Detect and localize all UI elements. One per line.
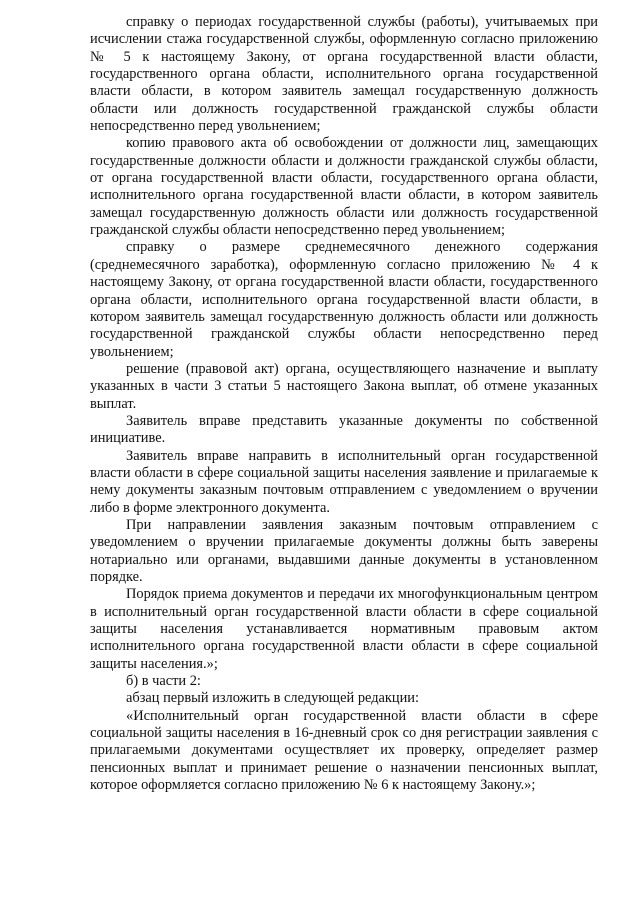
paragraph-notarization: При направлении заявления заказным почтовым отправлением с уведомлением о вручении прилагаемые документы должны быть заверены нотариально или органами, выдавшими данные документы в установленном порядке. [90, 516, 598, 585]
paragraph-subsection-b: б) в части 2: [126, 673, 201, 690]
paragraph-own-initiative: Заявитель вправе представить указанные документы по собственной инициативе. [90, 412, 598, 447]
paragraph-new-wording-quote: «Исполнительный орган государственной власти области в сфере социальной защиты населения в 16-дневный срок со дня регистрации заявления с прилагаемыми документами осуществляет их проверку, определяет размер пенсионных выплат и принимает решение о назначении пенсионных выплат, которое оформляется согласно приложению № 6 к настоящему Закону.»; [90, 707, 598, 794]
paragraph-certificate-service-periods: справку о периодах государственной службы (работы), учитываемых при исчислении стажа государственной службы, оформленную согласно приложению № 5 к настоящему Закону, от органа государственной власти области, государственного органа области, исполнительного органа государственной власти области, в котором заявитель замещал государственную должность области или должность государственной гражданской службы области непосредственно перед увольнением; [90, 14, 598, 135]
document-page [90, 14, 598, 794]
paragraph-mfc-procedure: Порядок приема документов и передачи их многофункциональным центром в исполнительный орган государственной власти области в сфере социальной защиты населения устанавливается нормативным правовым актом исполнительного органа государственной власти области в сфере социальной защиты населения.»; [90, 586, 598, 672]
paragraph-mail-submission: Заявитель вправе направить в исполнительный орган государственной власти области в сфере социальной защиты населения заявление и прилагаемые к нему документы заказным почтовым отправлением с уведомлением о вручении либо в форме электронного документа. [90, 447, 598, 516]
paragraph-dismissal-act-copy: копию правового акта об освобождении от должности лиц, замещающих государственные должности области и должности гражданской службы области, от органа государственной власти области, государственного органа области, исполнительного органа государственной власти области, в котором заявитель замещал государственную должность области или должность государственной гражданской службы области непосредственно перед увольнением; [90, 135, 598, 239]
paragraph-first-abstract-wording: абзац первый изложить в следующей редакции: [126, 690, 420, 707]
paragraph-average-salary-certificate: справку о размере среднемесячного денежного содержания (среднемесячного заработка), оформленную согласно приложению № 4 к настоящему Закону, от органа государственной власти области, государственного органа области, исполнительного органа государственной власти области, в котором заявитель замещал государственную должность области или должность государственной гражданской службы области непосредственно перед увольнением; [90, 239, 598, 360]
paragraph-payment-cancellation-decision: решение (правовой акт) органа, осуществляющего назначение и выплату указанных в части 3 статьи 5 настоящего Закона выплат, об отмене указанных выплат. [90, 360, 598, 412]
